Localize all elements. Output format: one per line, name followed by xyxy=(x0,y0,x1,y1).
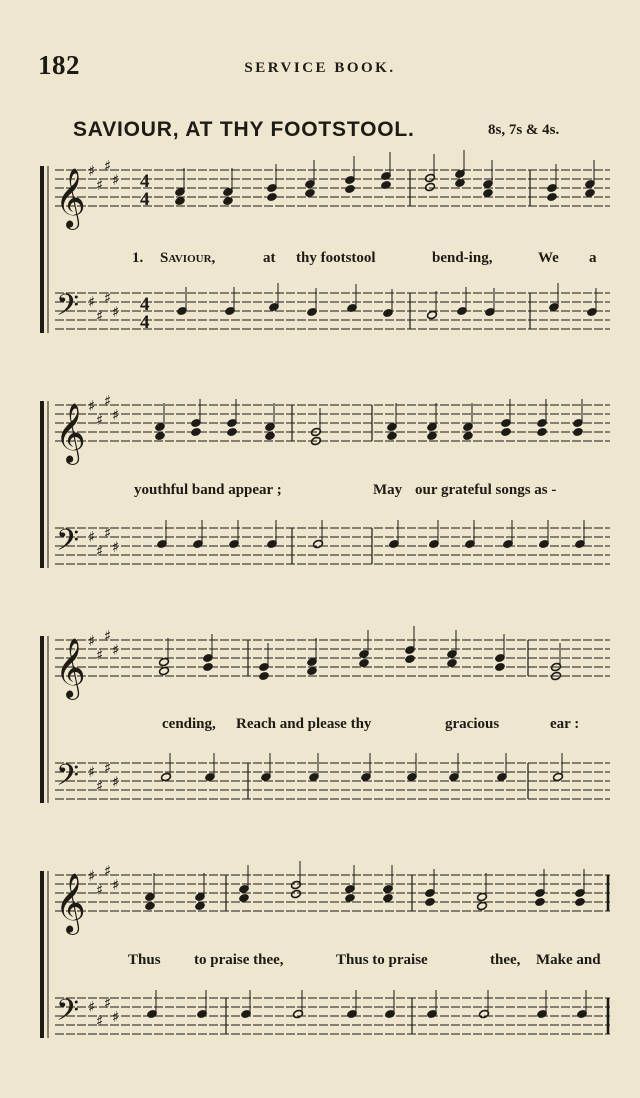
note-head-icon xyxy=(447,658,458,667)
sharp-icon: ♯ xyxy=(112,171,120,189)
lyric-word: bend-ing, xyxy=(432,250,493,266)
bass-clef-icon: 𝄢 xyxy=(56,289,80,330)
lyric-word: thee, xyxy=(490,952,521,968)
lyric-word: We xyxy=(538,250,559,266)
time-signature-top: 4 xyxy=(140,171,150,192)
lyric-word: Saviour, xyxy=(160,250,216,266)
note-head-icon xyxy=(159,666,170,675)
note-head-icon xyxy=(155,431,166,440)
sharp-icon: ♯ xyxy=(96,777,104,795)
note-head-icon xyxy=(383,893,394,902)
sharp-icon: ♯ xyxy=(112,641,120,659)
sharp-icon: ♯ xyxy=(96,542,104,560)
lyric-word: our grateful songs as - xyxy=(415,482,557,498)
note-head-icon xyxy=(585,188,596,197)
note-head-icon xyxy=(483,188,494,197)
sharp-icon: ♯ xyxy=(112,406,120,424)
sharp-icon: ♯ xyxy=(112,538,120,556)
time-signature-bottom: 4 xyxy=(140,312,150,333)
lyric-word: to praise thee, xyxy=(194,952,284,968)
note-head-icon xyxy=(463,431,474,440)
sharp-icon: ♯ xyxy=(88,162,96,180)
sharp-icon: ♯ xyxy=(104,289,112,307)
bass-clef-icon: 𝄢 xyxy=(56,994,80,1035)
note-head-icon xyxy=(501,427,512,436)
sharp-icon: ♯ xyxy=(88,632,96,650)
treble-clef-icon: 𝄞 xyxy=(55,638,86,698)
sharp-icon: ♯ xyxy=(104,862,112,880)
treble-clef-icon: 𝄞 xyxy=(55,168,86,228)
note-head-icon xyxy=(477,901,488,910)
note-head-icon xyxy=(359,658,370,667)
sharp-icon: ♯ xyxy=(96,307,104,325)
sharp-icon: ♯ xyxy=(112,303,120,321)
note-head-icon xyxy=(547,192,558,201)
lyric-word: Thus to praise xyxy=(336,952,428,968)
sharp-icon: ♯ xyxy=(96,881,104,899)
sharp-icon: ♯ xyxy=(104,759,112,777)
lyric-word: May xyxy=(373,482,403,498)
note-head-icon xyxy=(291,889,302,898)
lyric-word: Make and xyxy=(536,952,601,968)
sharp-icon: ♯ xyxy=(104,392,112,410)
verse-number: 1. xyxy=(132,250,144,266)
lyric-word: thy footstool xyxy=(296,250,376,266)
lyric-word: Thus xyxy=(128,952,161,968)
music-system-1 xyxy=(0,150,640,360)
sharp-icon: ♯ xyxy=(104,994,112,1012)
note-head-icon xyxy=(307,666,318,675)
lyric-word: youthful band appear ; xyxy=(134,482,282,498)
note-head-icon xyxy=(425,182,436,191)
note-head-icon xyxy=(191,427,202,436)
note-head-icon xyxy=(455,178,466,187)
sharp-icon: ♯ xyxy=(96,646,104,664)
sharp-icon: ♯ xyxy=(88,867,96,885)
note-head-icon xyxy=(223,196,234,205)
lyric-word: a xyxy=(589,250,597,266)
sharp-icon: ♯ xyxy=(88,528,96,546)
treble-clef-icon: 𝄞 xyxy=(55,403,86,463)
sharp-icon: ♯ xyxy=(112,773,120,791)
sharp-icon: ♯ xyxy=(96,1012,104,1030)
running-head: SERVICE BOOK. xyxy=(244,60,396,76)
note-head-icon xyxy=(537,427,548,436)
bass-clef-icon: 𝄢 xyxy=(56,524,80,565)
music-system-3 xyxy=(0,620,640,820)
lyric-word: ear : xyxy=(550,716,580,732)
sharp-icon: ♯ xyxy=(104,157,112,175)
note-head-icon xyxy=(265,431,276,440)
note-head-icon xyxy=(345,184,356,193)
system-bracket xyxy=(40,636,44,803)
note-head-icon xyxy=(535,897,546,906)
sharp-icon: ♯ xyxy=(88,763,96,781)
time-signature-bottom: 4 xyxy=(140,189,150,210)
lyric-word: gracious xyxy=(445,716,500,732)
music-system-2 xyxy=(0,385,640,595)
note-head-icon xyxy=(387,431,398,440)
sharp-icon: ♯ xyxy=(104,627,112,645)
note-head-icon xyxy=(345,893,356,902)
sharp-icon: ♯ xyxy=(88,397,96,415)
note-head-icon xyxy=(145,901,156,910)
lyric-word: Reach and please thy xyxy=(236,716,372,732)
sharp-icon: ♯ xyxy=(96,411,104,429)
sharp-icon: ♯ xyxy=(104,524,112,542)
note-head-icon xyxy=(175,196,186,205)
system-bracket xyxy=(40,166,44,333)
page-number: 182 xyxy=(38,50,80,80)
note-head-icon xyxy=(575,897,586,906)
hymn-title: SAVIOUR, AT THY FOOTSTOOL. xyxy=(73,118,415,141)
system-bracket xyxy=(40,871,44,1038)
note-head-icon xyxy=(195,901,206,910)
time-signature-top: 4 xyxy=(140,294,150,315)
lyric-word: at xyxy=(263,250,276,266)
lyric-word: cending, xyxy=(162,716,216,732)
sharp-icon: ♯ xyxy=(88,293,96,311)
note-head-icon xyxy=(227,427,238,436)
treble-clef-icon: 𝄞 xyxy=(55,873,86,933)
note-head-icon xyxy=(259,671,270,680)
note-head-icon xyxy=(239,893,250,902)
sharp-icon: ♯ xyxy=(112,1008,120,1026)
note-head-icon xyxy=(405,654,416,663)
hymn-meter: 8s, 7s & 4s. xyxy=(488,122,560,138)
note-head-icon xyxy=(573,427,584,436)
sharp-icon: ♯ xyxy=(112,876,120,894)
note-head-icon xyxy=(425,897,436,906)
note-head-icon xyxy=(305,188,316,197)
note-head-icon xyxy=(203,662,214,671)
note-head-icon xyxy=(427,431,438,440)
sharp-icon: ♯ xyxy=(88,998,96,1016)
music-system-4 xyxy=(0,855,640,1055)
note-head-icon xyxy=(267,192,278,201)
system-bracket xyxy=(40,401,44,568)
bass-clef-icon: 𝄢 xyxy=(56,759,80,800)
note-head-icon xyxy=(495,662,506,671)
sharp-icon: ♯ xyxy=(96,176,104,194)
